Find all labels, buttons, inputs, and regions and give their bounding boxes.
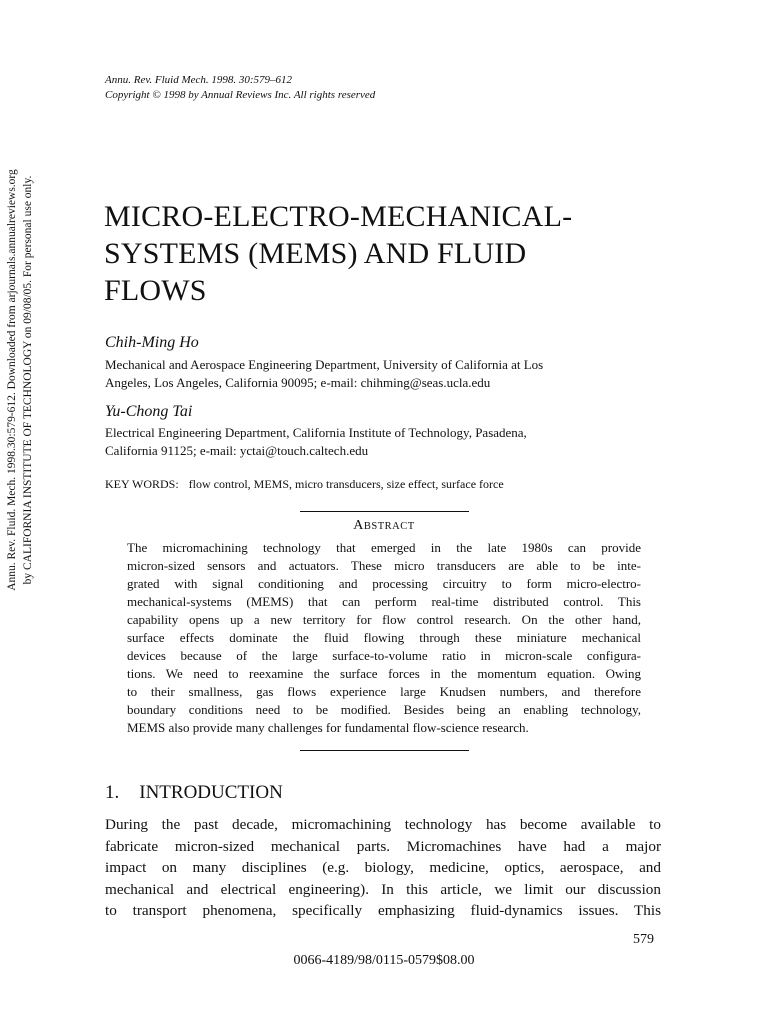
section-heading — [105, 782, 283, 804]
title-line: FLOWS — [104, 274, 207, 307]
affiliation-line: Angeles, Los Angeles, California 90095; e-mail: chihming@seas.ucla.edu — [105, 375, 491, 390]
abstract-line: The micromachining technology that emerged in the late 1980s can provide — [127, 540, 641, 555]
author-name: Chih-Ming Ho — [105, 334, 199, 351]
abstract-heading — [0, 517, 768, 534]
body-line: impact on many disciplines (e.g. biology, medicine, optics, aerospace, and — [105, 859, 661, 877]
abstract-line: tions. We need to reexamine the surface forces in the momentum equation. Owing — [127, 666, 641, 681]
affiliation-line: California 91125; e-mail: yctai@touch.caltech.edu — [105, 443, 369, 458]
title-line: MICRO-ELECTRO-MECHANICAL- — [104, 200, 573, 233]
issn-line: 0066-4189/98/0115-0579$08.00 — [293, 953, 475, 968]
keywords-label: KEY WORDS: — [105, 477, 179, 491]
section-number: 1. — [105, 782, 120, 803]
journal-citation: Annu. Rev. Fluid Mech. 1998. 30:579–612 — [105, 74, 293, 86]
abstract-text — [127, 539, 641, 737]
body-paragraph — [105, 814, 661, 922]
author-name: Yu-Chong Tai — [105, 403, 193, 420]
body-line: mechanical and electrical engineering). In this article, we limit our discussion — [105, 880, 661, 898]
abstract-line: MEMS also provide many challenges for fundamental flow-science research. — [127, 720, 529, 735]
affiliation-line: Mechanical and Aerospace Engineering Department, University of California at Los — [105, 357, 544, 372]
download-notice — [4, 0, 38, 760]
author-affiliation — [105, 424, 665, 460]
copyright-line: Copyright © 1998 by Annual Reviews Inc. All rights reserved — [105, 89, 376, 101]
page-number: 579 — [633, 932, 654, 947]
abstract-line: micron-sized sensors and actuators. These micro transducers are able to be inte- — [127, 558, 641, 573]
abstract-line: surface effects dominate the fluid flowing through these miniature mechanical — [127, 630, 641, 645]
abstract-line: mechanical-systems (MEMS) that can perform real-time distributed control. This — [127, 594, 641, 609]
journal-header — [105, 73, 375, 103]
abstract-line: to their smallness, gas flows experience large Knudsen numbers, and therefore — [127, 684, 641, 699]
abstract-bottom-rule — [300, 750, 469, 751]
download-notice-line-2: by CALIFORNIA INSTITUTE OF TECHNOLOGY on 09/08/05. For personal use only. — [22, 175, 34, 585]
body-line: During the past decade, micromachining technology has become available to — [105, 816, 661, 833]
abstract-line: capability opens up a new territory for flow control research. On the other hand, — [127, 612, 641, 627]
abstract-line: boundary conditions need to be modified. Besides being an enabling technology, — [127, 702, 641, 717]
body-line: to transport phenomena, specifically emphasizing fluid-dynamics issues. This — [105, 902, 661, 920]
keywords — [105, 477, 504, 492]
keywords-values: flow control, MEMS, micro transducers, size effect, surface force — [188, 477, 504, 491]
abstract-line: grated with signal conditioning and processing circuitry to form micro-electro- — [127, 576, 641, 591]
abstract-line: devices because of the large surface-to-volume ratio in micron-scale configura- — [127, 648, 641, 663]
author-affiliation — [105, 356, 665, 392]
section-title: INTRODUCTION — [139, 782, 283, 803]
download-notice-line-1: Annu. Rev. Fluid. Mech. 1998.30:579-612. Downloaded from arjournals.annualreviews.org — [6, 169, 18, 591]
abstract-heading-rest: BSTRACT — [363, 521, 415, 532]
paper-title — [104, 198, 624, 309]
title-line: SYSTEMS (MEMS) AND FLUID — [104, 237, 527, 270]
abstract-heading-initial: A — [353, 518, 364, 533]
body-line: fabricate micron-sized mechanical parts. Micromachines have had a major — [105, 837, 661, 855]
affiliation-line: Electrical Engineering Department, California Institute of Technology, Pasadena, — [105, 425, 527, 440]
abstract-top-rule — [300, 511, 469, 512]
